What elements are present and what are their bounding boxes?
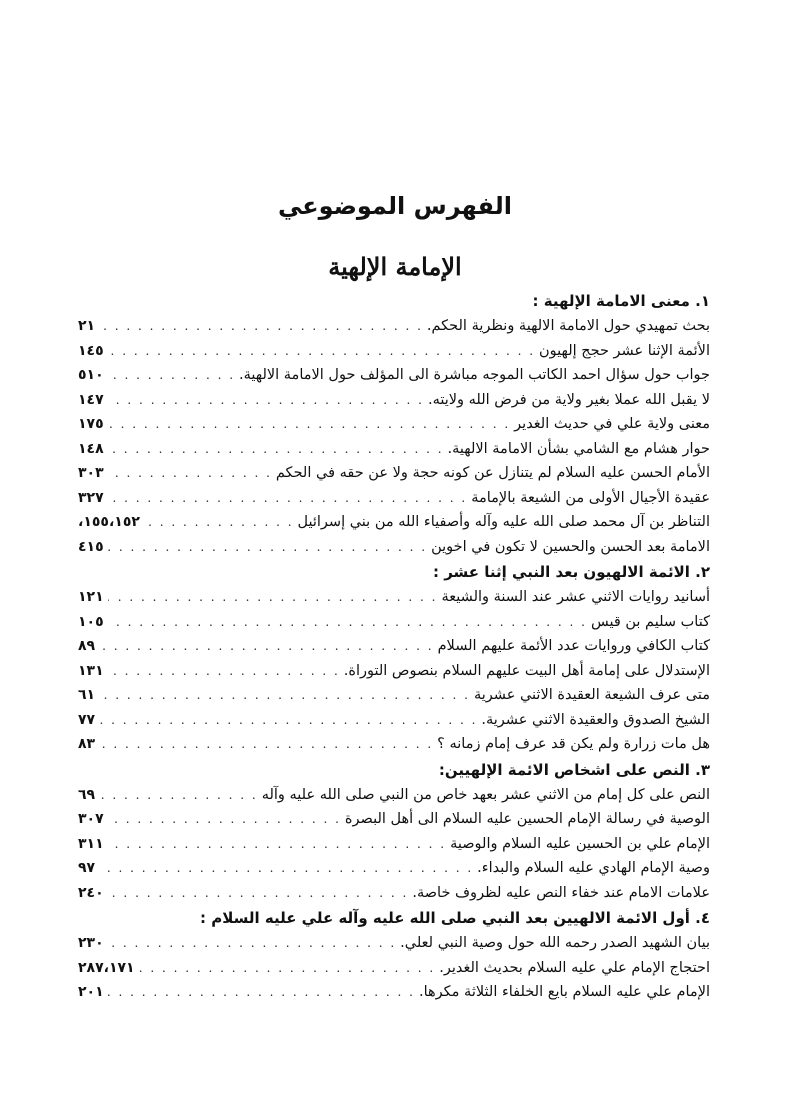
toc-entry	[78, 708, 710, 733]
toc-entry-title: عقيدة الأجيال الأولى من الشيعة بالإمامة	[471, 489, 710, 506]
dot-leader	[108, 585, 438, 610]
dot-leader	[108, 339, 535, 364]
dot-leader	[108, 931, 397, 956]
toc-entry-title: الامامة بعد الحسن والحسين لا تكون في اخوين	[431, 538, 710, 555]
dot-leader	[99, 683, 470, 708]
toc-section-heading: ٤. أول الائمة الالهيين بعد النبي صلى الله عليه وآله علي عليه السلام :	[200, 909, 710, 927]
dot-leader	[108, 980, 415, 1005]
toc-entry	[78, 659, 710, 684]
toc-entry-title: الشيخ الصدوق والعقيدة الاثني عشرية.	[481, 711, 710, 728]
toc-entry-title: متى عرف الشيعة العقيدة الاثني عشرية	[473, 687, 710, 703]
dot-leader	[99, 634, 433, 659]
toc-entry-page-number: ١٤٥	[78, 342, 104, 359]
toc-entry-title: أسانيد روايات الاثني عشر عند السنة والشيعة	[441, 589, 710, 605]
dot-leader	[99, 314, 423, 339]
dot-leader	[108, 412, 511, 437]
dot-leader	[108, 881, 409, 906]
toc-entry	[78, 732, 710, 757]
dot-leader	[108, 437, 444, 462]
dot-leader	[108, 535, 427, 560]
dot-leader	[108, 388, 424, 413]
toc-entry-title: معنى ولاية علي في حديث الغدير	[514, 416, 710, 432]
toc-entry-title: التناظر بن آل محمد صلى الله عليه وآله وأصفياء الله من بني إسرائيل	[297, 514, 710, 530]
dot-leader	[144, 510, 294, 535]
toc-entry	[78, 956, 710, 981]
dot-leader	[99, 783, 258, 808]
dot-leader	[108, 363, 235, 388]
toc-entry-title: الإمام علي عليه السلام بايع الخلفاء الثلاثة مكرها.	[419, 984, 710, 1000]
toc-entry-page-number: ١٥٥،١٥٢،	[78, 514, 140, 530]
dot-leader	[99, 856, 473, 881]
toc-entry-title: وصية الإمام الهادي عليه السلام والبداء.	[477, 860, 710, 876]
toc-entry	[78, 486, 710, 511]
toc-entry	[78, 535, 710, 560]
toc-section-heading: ١. معنى الامامة الإلهية :	[532, 292, 710, 310]
toc-entry-page-number: ٧٧	[78, 711, 96, 728]
dot-leader	[108, 832, 446, 857]
toc-entry-page-number: ١٣١	[78, 662, 104, 679]
toc-entry	[78, 363, 710, 388]
table-of-contents	[78, 288, 710, 1005]
toc-entry-title: الإستدلال على إمامة أهل البيت عليهم السلام بنصوص التوراة.	[343, 662, 710, 679]
dot-leader	[108, 659, 340, 684]
toc-section-heading: ٣. النص على اشخاص الائمة الإلهيين:	[438, 760, 710, 779]
toc-entry-page-number: ١٢١	[78, 589, 104, 605]
toc-entry-page-number: ٦٩	[78, 786, 96, 803]
toc-entry	[78, 832, 710, 857]
toc-entry-title: كتاب الكافي وروايات عدد الأئمة عليهم السلام	[437, 638, 710, 654]
dot-leader	[108, 807, 341, 832]
toc-entry	[78, 931, 710, 956]
toc-entry-title: الوصية في رسالة الإمام الحسين عليه السلام الى أهل البصرة	[344, 811, 710, 827]
toc-entry-page-number: ٢٠١	[78, 984, 104, 1000]
toc-section-heading: ٢. الائمة الالهيون بعد النبي إثنا عشر :	[432, 563, 710, 581]
toc-entry	[78, 388, 710, 413]
toc-entry	[78, 610, 710, 635]
toc-entry	[78, 461, 710, 486]
toc-entry-page-number: ١٤٧	[78, 391, 104, 408]
toc-entry	[78, 510, 710, 535]
toc-entry-page-number: ١٧٥	[78, 416, 104, 432]
toc-entry-page-number: ٣٠٣	[78, 465, 104, 481]
toc-entry-page-number: ٢٣٠	[78, 935, 104, 951]
toc-entry-page-number: ٩٧	[78, 860, 96, 876]
toc-entry-page-number: ٤١٥	[78, 538, 104, 555]
toc-entry-page-number: ٣٢٧	[78, 489, 104, 506]
toc-entry-title: جواب حول سؤال احمد الكاتب الموجه مباشرة الى المؤلف حول الامامة الالهية.	[239, 367, 710, 383]
toc-entry	[78, 634, 710, 659]
toc-entry-title: الأئمة الإثنا عشر حجج إلهيون	[539, 342, 710, 359]
toc-entry-title: الإمام علي بن الحسين عليه السلام والوصية	[450, 835, 710, 852]
toc-entry-title: علامات الامام عند خفاء النص عليه لظروف خاصة.	[412, 884, 710, 901]
dot-leader	[139, 956, 436, 981]
toc-entry	[78, 856, 710, 881]
page-title: الفهرس الموضوعي	[277, 192, 513, 220]
toc-entry-title: حوار هشام مع الشامي بشأن الامامة الالهية.	[447, 440, 710, 457]
toc-entry-title: بحث تمهيدي حول الامامة الالهية ونظرية الحكم.	[426, 318, 710, 334]
toc-entry-page-number: ٣١١	[78, 835, 104, 852]
dot-leader	[108, 610, 587, 635]
toc-entry	[78, 585, 710, 610]
toc-entry	[78, 683, 710, 708]
toc-entry-page-number: ٢٨٧،١٧١	[78, 959, 135, 976]
toc-entry-page-number: ٢٤٠	[78, 884, 104, 901]
dot-leader	[99, 708, 477, 733]
toc-entry-title: الأمام الحسن عليه السلام لم يتنازل عن كونه حجة ولا عن حقه في الحكم	[275, 465, 710, 481]
toc-entry-page-number: ٨٩	[78, 638, 96, 654]
dot-leader	[108, 461, 272, 486]
toc-entry	[78, 339, 710, 364]
toc-entry-page-number: ١٤٨	[78, 440, 104, 457]
toc-entry	[78, 980, 710, 1005]
toc-entry-page-number: ٣٠٧	[78, 811, 104, 827]
section-title: الإمامة الإلهية	[328, 252, 462, 281]
toc-entry-page-number: ٦١	[78, 687, 96, 703]
dot-leader	[99, 732, 433, 757]
toc-entry-title: هل مات زرارة ولم يكن قد عرف إمام زمانه ؟	[437, 736, 710, 752]
toc-entry-title: كتاب سليم بن قيس	[590, 613, 710, 630]
toc-entry	[78, 881, 710, 906]
toc-entry-title: لا يقبل الله عملا بغير ولاية من فرض الله ولايته.	[427, 391, 710, 408]
toc-entry	[78, 412, 710, 437]
toc-entry-title: احتجاج الإمام علي عليه السلام بحديث الغدير.	[439, 959, 710, 976]
toc-entry-title: بيان الشهيد الصدر رحمه الله حول وصية النبي لعلي.	[400, 935, 710, 951]
toc-entry	[78, 807, 710, 832]
toc-entry-page-number: ٨٣	[78, 736, 96, 752]
toc-entry	[78, 783, 710, 808]
toc-entry	[78, 437, 710, 462]
toc-entry-page-number: ٥١٠	[78, 367, 104, 383]
toc-entry	[78, 314, 710, 339]
toc-entry-page-number: ١٠٥	[78, 613, 104, 630]
toc-entry-page-number: ٢١	[78, 318, 96, 334]
dot-leader	[108, 486, 468, 511]
toc-entry-title: النص على كل إمام من الاثني عشر بعهد خاص من النبي صلى الله عليه وآله	[261, 786, 710, 803]
